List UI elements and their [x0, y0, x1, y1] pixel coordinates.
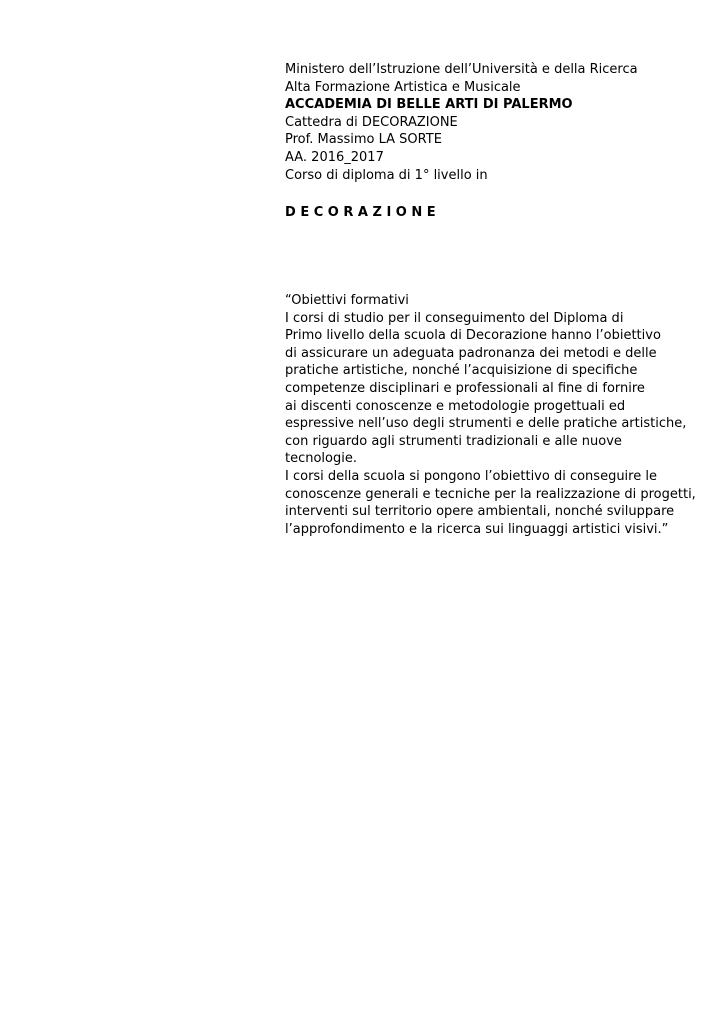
paragraph-line: interventi sul territorio opere ambientali, nonché sviluppare — [285, 504, 675, 520]
paragraph-line: I corsi della scuola si pongono l’obiettivo di conseguire le — [285, 468, 657, 484]
paragraph-line: di assicurare un adeguata padronanza dei metodi e delle — [285, 345, 657, 361]
academic-year-line: AA. 2016_2017 — [285, 149, 384, 165]
paragraph-line: competenze disciplinari e professionali al fine di fornire — [285, 380, 645, 396]
institution-header — [285, 61, 705, 184]
academy-name: ACCADEMIA DI BELLE ARTI DI PALERMO — [285, 97, 573, 113]
objectives-heading: “Obiettivi formativi — [285, 293, 409, 308]
paragraph-line: espressive nell’uso degli strumenti e delle pratiche artistiche, — [285, 416, 687, 432]
paragraph-line: Primo livello della scuola di Decorazione hanno l’obiettivo — [285, 328, 661, 344]
paragraph-line: l’approfondimento e la ricerca sui linguaggi artistici visivi.” — [285, 521, 669, 537]
paragraph-line: I corsi di studio per il conseguimento del Diploma di — [285, 310, 624, 326]
afam-line: Alta Formazione Artistica e Musicale — [285, 79, 521, 95]
course-level-line: Corso di diploma di 1° livello in — [285, 167, 488, 183]
course-title: D E C O R A Z I O N E — [285, 205, 436, 220]
learning-objectives — [285, 292, 705, 538]
paragraph-line: ai discenti conoscenze e metodologie progettuali ed — [285, 398, 626, 414]
chair-line: Cattedra di DECORAZIONE — [285, 114, 458, 130]
paragraph-line: tecnologie. — [285, 451, 357, 467]
ministry-line: Ministero dell’Istruzione dell’Università e della Ricerca — [285, 62, 638, 77]
paragraph-line: pratiche artistiche, nonché l’acquisizione di specifiche — [285, 363, 638, 379]
professor-line: Prof. Massimo LA SORTE — [285, 132, 442, 148]
paragraph-line: con riguardo agli strumenti tradizionali e alle nuove — [285, 433, 622, 449]
paragraph-line: conoscenze generali e tecniche per la realizzazione di progetti, — [285, 486, 696, 502]
